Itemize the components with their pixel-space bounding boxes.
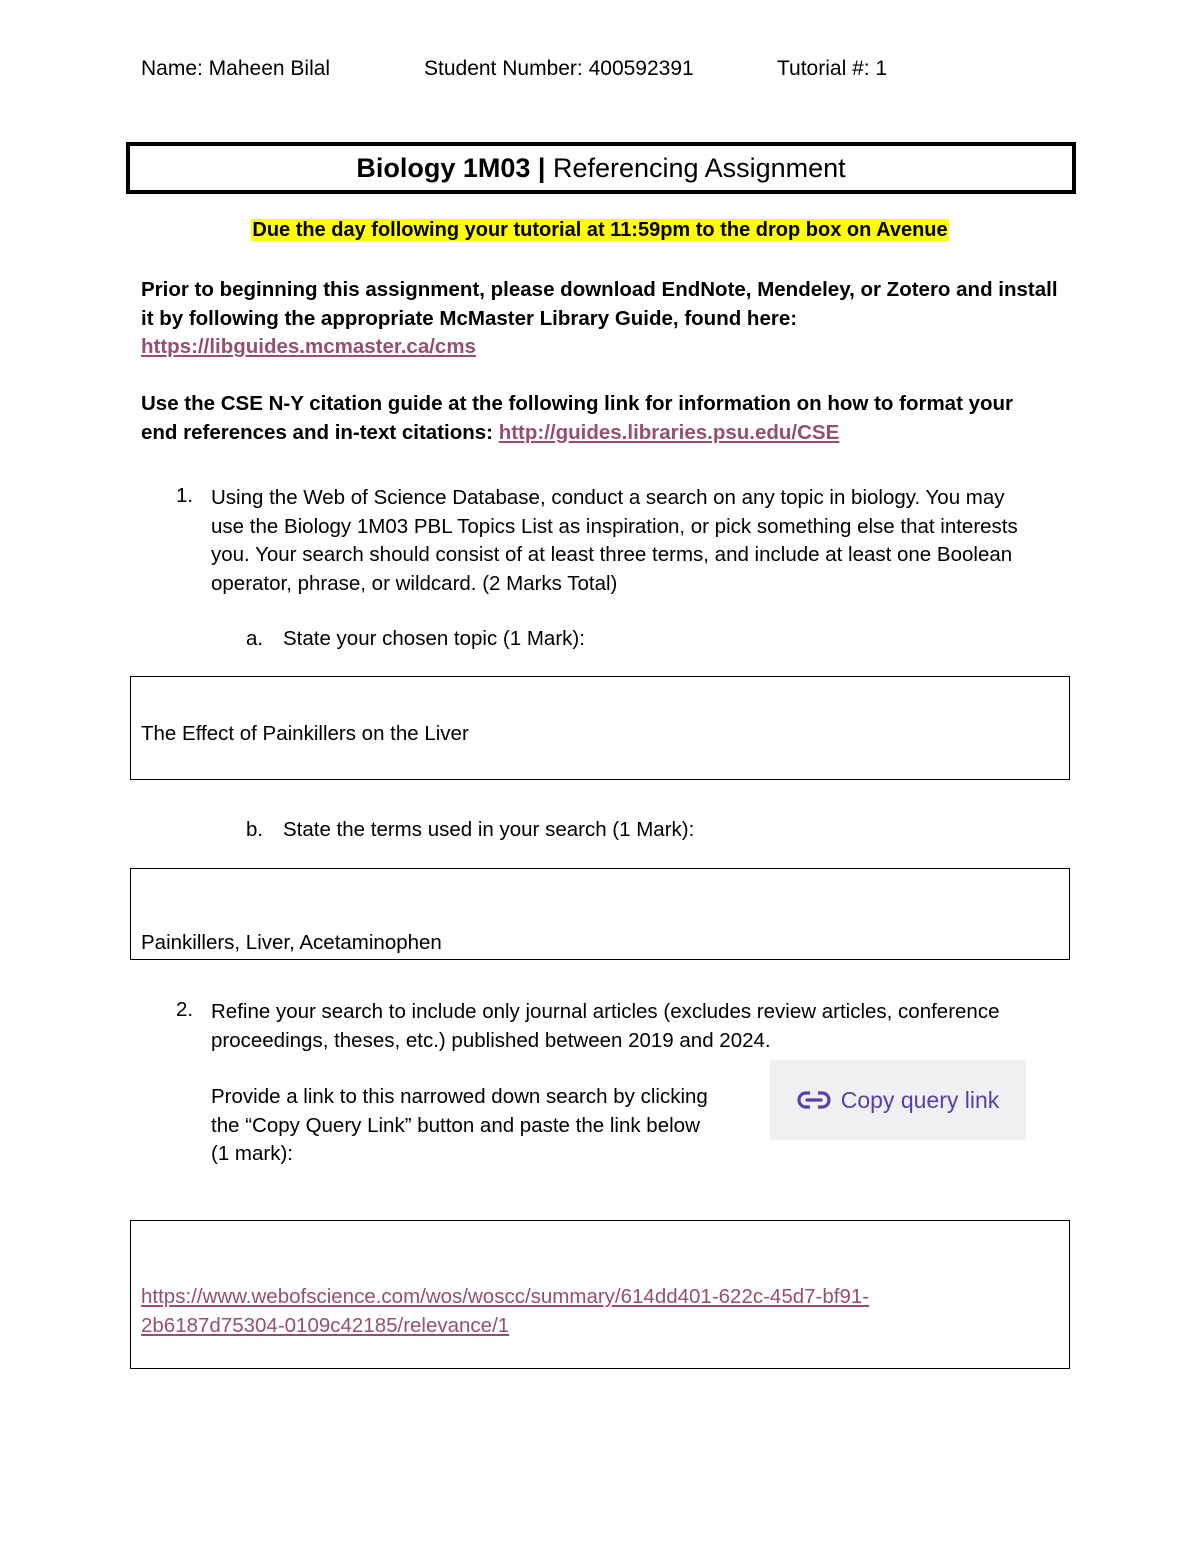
student-name: Name: Maheen Bilal xyxy=(141,57,331,80)
cse-guide-link[interactable]: http://guides.libraries.psu.edu/CSE xyxy=(498,420,840,444)
assignment-title: Referencing Assignment xyxy=(552,152,846,183)
instruction-line: Provide a link to this narrowed down search by clicking xyxy=(211,1085,708,1108)
student-number: Student Number: 400592391 xyxy=(424,57,694,80)
part-a-text: State your chosen topic (1 Mark): xyxy=(283,627,585,650)
title-separator: | xyxy=(530,152,553,183)
question-2-instructions xyxy=(211,1083,751,1169)
question-2-text xyxy=(211,998,1071,1055)
topic-answer: The Effect of Painkillers on the Liver xyxy=(141,722,469,745)
query-link-line[interactable]: 2b6187d75304-0109c42185/relevance/1 xyxy=(141,1313,510,1337)
question-1-line: Using the Web of Science Database, conduct a search on any topic in biology. You may xyxy=(211,486,1005,509)
instruction-line: (1 mark): xyxy=(211,1142,293,1165)
terms-answer: Painkillers, Liver, Acetaminophen xyxy=(141,931,442,954)
cse-line-1: Use the CSE N-Y citation guide at the following link for information on how to format your xyxy=(141,392,1014,415)
question-1-line: use the Biology 1M03 PBL Topics List as inspiration, or pick something else that interests xyxy=(211,514,1018,538)
part-b-label: b. xyxy=(246,818,264,841)
copy-query-link-label: Copy query link xyxy=(840,1086,1000,1113)
cse-paragraph xyxy=(141,390,1061,447)
tutorial-number: Tutorial #: 1 xyxy=(777,57,888,80)
query-link-answer xyxy=(141,1283,869,1340)
part-b-text: State the terms used in your search (1 Mark): xyxy=(283,818,695,841)
question-2-line: Refine your search to include only journal articles (excludes review articles, conference xyxy=(211,1000,1000,1023)
topic-answer-box[interactable] xyxy=(130,676,1070,780)
intro-line-1: Prior to beginning this assignment, please download EndNote, Mendeley, or Zotero and install xyxy=(141,278,1058,301)
due-notice: Due the day following your tutorial at 11:59pm to the drop box on Avenue xyxy=(252,219,948,241)
part-a-label: a. xyxy=(246,627,264,650)
terms-answer-box[interactable] xyxy=(130,868,1070,960)
title-box xyxy=(126,142,1076,194)
query-link-line[interactable]: https://www.webofscience.com/wos/woscc/summary/614dd401-622c-45d7-bf91- xyxy=(141,1285,870,1308)
question-1-number: 1. xyxy=(176,484,194,507)
link-icon xyxy=(797,1090,831,1110)
question-1-text xyxy=(211,484,1071,598)
question-1-line: operator, phrase, or wildcard. (2 Marks Total) xyxy=(211,571,618,595)
copy-query-link-button xyxy=(770,1060,1026,1140)
libguides-link[interactable]: https://libguides.mcmaster.ca/cms xyxy=(141,335,476,358)
question-1-line: you. Your search should consist of at least three terms, and include at least one Boolean xyxy=(211,543,1013,566)
course-code: Biology 1M03 xyxy=(356,152,531,183)
intro-paragraph xyxy=(141,276,1061,362)
intro-line-2: it by following the appropriate McMaster Library Guide, found here: xyxy=(141,306,798,330)
question-2-number: 2. xyxy=(176,998,194,1021)
query-link-answer-box[interactable] xyxy=(130,1220,1070,1369)
instruction-line: the “Copy Query Link” button and paste the link below xyxy=(211,1113,700,1137)
cse-line-2: end references and in-text citations: xyxy=(141,420,499,444)
question-2-line: proceedings, theses, etc.) published between 2019 and 2024. xyxy=(211,1028,771,1052)
